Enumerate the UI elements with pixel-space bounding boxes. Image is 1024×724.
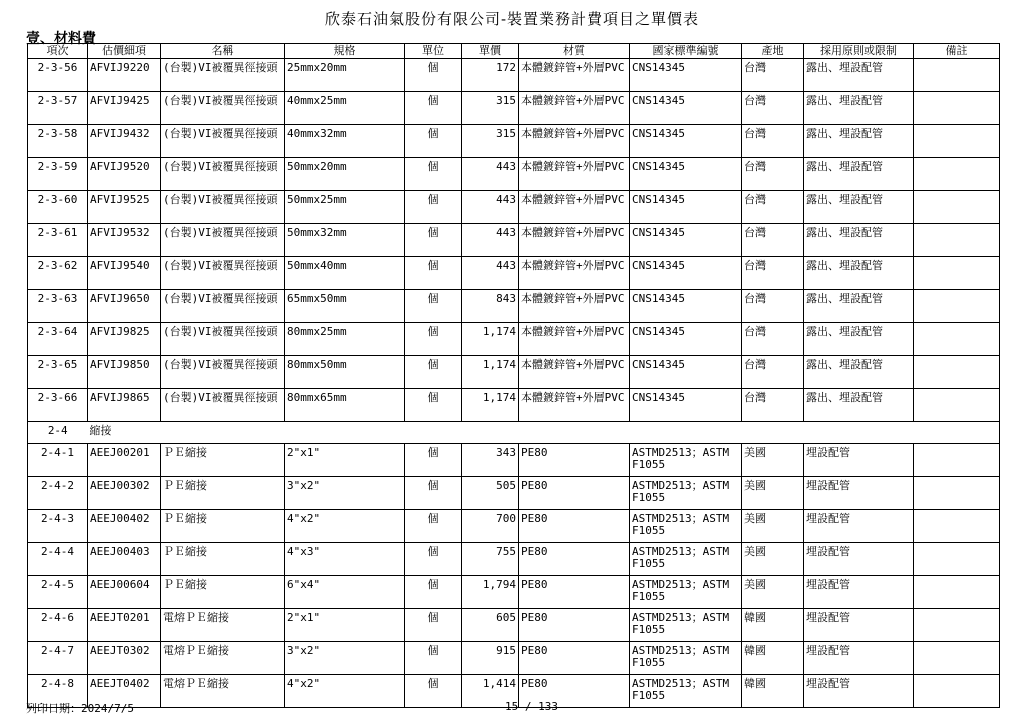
col-header: 名稱 xyxy=(161,44,285,59)
cell-material: 本體鍍鋅管+外層PVC xyxy=(519,191,630,224)
cell-unit: 個 xyxy=(405,191,462,224)
cell-item: AEEJ00201 xyxy=(88,444,161,477)
cell-material: 本體鍍鋅管+外層PVC xyxy=(519,290,630,323)
table-row xyxy=(28,510,1000,543)
table-row xyxy=(28,92,1000,125)
cell-note xyxy=(914,191,1000,224)
price-table xyxy=(27,43,1000,708)
cell-item: AFVIJ9525 xyxy=(88,191,161,224)
cell-spec: 65mmx50mm xyxy=(285,290,405,323)
cell-spec: 80mmx25mm xyxy=(285,323,405,356)
cell-spec: 50mmx20mm xyxy=(285,158,405,191)
cell-item: AFVIJ9432 xyxy=(88,125,161,158)
cell-name: 電熔ＰＥ縮接 xyxy=(161,675,285,708)
cell-origin: 台灣 xyxy=(742,389,804,422)
cell-origin: 韓國 xyxy=(742,675,804,708)
cell-material: PE80 xyxy=(519,675,630,708)
cell-no: 2-3-64 xyxy=(28,323,88,356)
cell-standard: ASTMD2513；ASTM F1055 xyxy=(630,510,742,543)
cell-note xyxy=(914,510,1000,543)
group-heading-row xyxy=(28,422,1000,444)
cell-price: 755 xyxy=(462,543,519,576)
table-row xyxy=(28,224,1000,257)
cell-name: (台製)VI被覆異徑接頭 xyxy=(161,290,285,323)
cell-spec: 3"x2" xyxy=(285,477,405,510)
table-row xyxy=(28,290,1000,323)
cell-standard: ASTMD2513；ASTM F1055 xyxy=(630,477,742,510)
cell-no: 2-3-60 xyxy=(28,191,88,224)
cell-rule: 埋設配管 xyxy=(804,675,914,708)
cell-spec: 80mmx50mm xyxy=(285,356,405,389)
cell-no: 2-3-59 xyxy=(28,158,88,191)
cell-origin: 韓國 xyxy=(742,609,804,642)
cell-origin: 台灣 xyxy=(742,92,804,125)
cell-no: 2-3-57 xyxy=(28,92,88,125)
cell-origin: 美國 xyxy=(742,444,804,477)
cell-unit: 個 xyxy=(405,576,462,609)
table-row xyxy=(28,642,1000,675)
table-row xyxy=(28,576,1000,609)
cell-rule: 埋設配管 xyxy=(804,444,914,477)
cell-no: 2-4-3 xyxy=(28,510,88,543)
cell-note xyxy=(914,323,1000,356)
cell-rule: 埋設配管 xyxy=(804,510,914,543)
cell-name: ＰＥ縮接 xyxy=(161,576,285,609)
cell-material: PE80 xyxy=(519,543,630,576)
cell-unit: 個 xyxy=(405,356,462,389)
cell-spec: 25mmx20mm xyxy=(285,59,405,92)
cell-standard: CNS14345 xyxy=(630,323,742,356)
cell-material: PE80 xyxy=(519,576,630,609)
col-header: 國家標準編號 xyxy=(630,44,742,59)
cell-rule: 露出、埋設配管 xyxy=(804,290,914,323)
table-header-row xyxy=(28,44,1000,59)
cell-no: 2-3-56 xyxy=(28,59,88,92)
cell-origin: 台灣 xyxy=(742,191,804,224)
cell-unit: 個 xyxy=(405,257,462,290)
cell-standard: CNS14345 xyxy=(630,257,742,290)
col-header: 項次 xyxy=(28,44,88,59)
cell-standard: ASTMD2513；ASTM F1055 xyxy=(630,543,742,576)
cell-rule: 露出、埋設配管 xyxy=(804,356,914,389)
print-date: 列印日期：2024/7/5 xyxy=(26,702,134,715)
cell-standard: CNS14345 xyxy=(630,389,742,422)
cell-standard: ASTMD2513；ASTM F1055 xyxy=(630,576,742,609)
cell-item: AFVIJ9825 xyxy=(88,323,161,356)
cell-spec: 50mmx25mm xyxy=(285,191,405,224)
cell-rule: 露出、埋設配管 xyxy=(804,224,914,257)
cell-price: 505 xyxy=(462,477,519,510)
cell-item: AEEJ00604 xyxy=(88,576,161,609)
cell-rule: 露出、埋設配管 xyxy=(804,191,914,224)
cell-price: 172 xyxy=(462,59,519,92)
cell-unit: 個 xyxy=(405,59,462,92)
table-row xyxy=(28,323,1000,356)
cell-spec: 40mmx32mm xyxy=(285,125,405,158)
cell-price: 843 xyxy=(462,290,519,323)
table-row xyxy=(28,59,1000,92)
cell-no: 2-4-2 xyxy=(28,477,88,510)
cell-item: AFVIJ9540 xyxy=(88,257,161,290)
cell-no: 2-4-6 xyxy=(28,609,88,642)
cell-unit: 個 xyxy=(405,675,462,708)
cell-item: AEEJT0402 xyxy=(88,675,161,708)
cell-origin: 台灣 xyxy=(742,323,804,356)
cell-standard: CNS14345 xyxy=(630,191,742,224)
col-header: 單位 xyxy=(405,44,462,59)
cell-item: AFVIJ9865 xyxy=(88,389,161,422)
cell-name: ＰＥ縮接 xyxy=(161,510,285,543)
cell-note xyxy=(914,257,1000,290)
cell-spec: 6"x4" xyxy=(285,576,405,609)
cell-spec: 50mmx32mm xyxy=(285,224,405,257)
cell-standard: CNS14345 xyxy=(630,224,742,257)
cell-origin: 台灣 xyxy=(742,257,804,290)
cell-unit: 個 xyxy=(405,642,462,675)
cell-price: 915 xyxy=(462,642,519,675)
cell-no: 2-4-1 xyxy=(28,444,88,477)
cell-no: 2-4-4 xyxy=(28,543,88,576)
cell-rule: 露出、埋設配管 xyxy=(804,389,914,422)
cell-material: PE80 xyxy=(519,510,630,543)
cell-standard: ASTMD2513；ASTM F1055 xyxy=(630,609,742,642)
cell-spec: 2"x1" xyxy=(285,609,405,642)
cell-item: AFVIJ9650 xyxy=(88,290,161,323)
cell-item: AFVIJ9520 xyxy=(88,158,161,191)
cell-unit: 個 xyxy=(405,290,462,323)
cell-name: (台製)VI被覆異徑接頭 xyxy=(161,59,285,92)
cell-item: AFVIJ9425 xyxy=(88,92,161,125)
cell-note xyxy=(914,290,1000,323)
cell-name: (台製)VI被覆異徑接頭 xyxy=(161,92,285,125)
cell-name: (台製)VI被覆異徑接頭 xyxy=(161,257,285,290)
table-row xyxy=(28,477,1000,510)
cell-note xyxy=(914,92,1000,125)
cell-note xyxy=(914,444,1000,477)
cell-name: ＰＥ縮接 xyxy=(161,477,285,510)
cell-unit: 個 xyxy=(405,609,462,642)
cell-name: (台製)VI被覆異徑接頭 xyxy=(161,323,285,356)
cell-item: AEEJT0302 xyxy=(88,642,161,675)
cell-price: 443 xyxy=(462,158,519,191)
cell-item: AEEJ00402 xyxy=(88,510,161,543)
cell-rule: 露出、埋設配管 xyxy=(804,92,914,125)
cell-unit: 個 xyxy=(405,125,462,158)
cell-price: 315 xyxy=(462,92,519,125)
cell-unit: 個 xyxy=(405,510,462,543)
cell-spec: 40mmx25mm xyxy=(285,92,405,125)
cell-origin: 台灣 xyxy=(742,224,804,257)
cell-unit: 個 xyxy=(405,444,462,477)
cell-rule: 埋設配管 xyxy=(804,576,914,609)
table-row xyxy=(28,257,1000,290)
col-header: 材質 xyxy=(519,44,630,59)
group-code: 2-4 xyxy=(47,424,68,437)
cell-origin: 台灣 xyxy=(742,290,804,323)
cell-origin: 台灣 xyxy=(742,158,804,191)
cell-no: 2-4-5 xyxy=(28,576,88,609)
cell-standard: CNS14345 xyxy=(630,92,742,125)
cell-material: 本體鍍鋅管+外層PVC xyxy=(519,92,630,125)
table-row xyxy=(28,158,1000,191)
col-header: 產地 xyxy=(742,44,804,59)
cell-standard: ASTMD2513；ASTM F1055 xyxy=(630,642,742,675)
cell-no: 2-3-63 xyxy=(28,290,88,323)
cell-spec: 4"x2" xyxy=(285,510,405,543)
table-row xyxy=(28,125,1000,158)
cell-origin: 美國 xyxy=(742,477,804,510)
cell-price: 443 xyxy=(462,224,519,257)
cell-no: 2-3-61 xyxy=(28,224,88,257)
col-header: 估價細項 xyxy=(88,44,161,59)
cell-material: PE80 xyxy=(519,609,630,642)
table-row xyxy=(28,609,1000,642)
cell-unit: 個 xyxy=(405,543,462,576)
page-title: 欣泰石油氣股份有限公司-裝置業務計費項目之單價表 xyxy=(324,10,700,28)
cell-price: 1,174 xyxy=(462,323,519,356)
cell-item: AFVIJ9850 xyxy=(88,356,161,389)
table-row xyxy=(28,543,1000,576)
cell-unit: 個 xyxy=(405,158,462,191)
cell-material: 本體鍍鋅管+外層PVC xyxy=(519,323,630,356)
cell-spec: 3"x2" xyxy=(285,642,405,675)
cell-spec: 2"x1" xyxy=(285,444,405,477)
cell-rule: 露出、埋設配管 xyxy=(804,59,914,92)
cell-spec: 80mmx65mm xyxy=(285,389,405,422)
cell-item: AFVIJ9532 xyxy=(88,224,161,257)
cell-price: 443 xyxy=(462,257,519,290)
cell-unit: 個 xyxy=(405,323,462,356)
cell-note xyxy=(914,389,1000,422)
table-row xyxy=(28,356,1000,389)
cell-material: 本體鍍鋅管+外層PVC xyxy=(519,389,630,422)
cell-unit: 個 xyxy=(405,389,462,422)
cell-standard: CNS14345 xyxy=(630,356,742,389)
cell-rule: 露出、埋設配管 xyxy=(804,125,914,158)
cell-no: 2-3-66 xyxy=(28,389,88,422)
cell-origin: 台灣 xyxy=(742,356,804,389)
cell-rule: 埋設配管 xyxy=(804,543,914,576)
cell-origin: 台灣 xyxy=(742,59,804,92)
cell-name: (台製)VI被覆異徑接頭 xyxy=(161,158,285,191)
col-header: 規格 xyxy=(285,44,405,59)
cell-note xyxy=(914,675,1000,708)
cell-no: 2-3-65 xyxy=(28,356,88,389)
cell-material: 本體鍍鋅管+外層PVC xyxy=(519,59,630,92)
cell-no: 2-3-58 xyxy=(28,125,88,158)
cell-spec: 4"x2" xyxy=(285,675,405,708)
table-row xyxy=(28,444,1000,477)
cell-rule: 露出、埋設配管 xyxy=(804,323,914,356)
cell-unit: 個 xyxy=(405,477,462,510)
col-header: 採用原則或限制 xyxy=(804,44,914,59)
cell-unit: 個 xyxy=(405,92,462,125)
cell-price: 700 xyxy=(462,510,519,543)
cell-material: 本體鍍鋅管+外層PVC xyxy=(519,158,630,191)
cell-note xyxy=(914,59,1000,92)
cell-price: 1,794 xyxy=(462,576,519,609)
cell-standard: CNS14345 xyxy=(630,125,742,158)
cell-name: (台製)VI被覆異徑接頭 xyxy=(161,389,285,422)
cell-rule: 埋設配管 xyxy=(804,477,914,510)
cell-price: 315 xyxy=(462,125,519,158)
cell-price: 1,414 xyxy=(462,675,519,708)
cell-no: 2-4-8 xyxy=(28,675,88,708)
cell-note xyxy=(914,477,1000,510)
cell-name: ＰＥ縮接 xyxy=(161,444,285,477)
cell-material: PE80 xyxy=(519,642,630,675)
cell-standard: CNS14345 xyxy=(630,290,742,323)
cell-note xyxy=(914,576,1000,609)
cell-standard: CNS14345 xyxy=(630,158,742,191)
cell-rule: 埋設配管 xyxy=(804,609,914,642)
cell-note xyxy=(914,543,1000,576)
col-header: 備註 xyxy=(914,44,1000,59)
cell-origin: 美國 xyxy=(742,576,804,609)
cell-standard: ASTMD2513；ASTM F1055 xyxy=(630,675,742,708)
cell-item: AEEJT0201 xyxy=(88,609,161,642)
cell-note xyxy=(914,356,1000,389)
cell-unit: 個 xyxy=(405,224,462,257)
cell-item: AFVIJ9220 xyxy=(88,59,161,92)
table-body xyxy=(28,59,1000,708)
cell-price: 605 xyxy=(462,609,519,642)
cell-name: 電熔ＰＥ縮接 xyxy=(161,642,285,675)
cell-name: 電熔ＰＥ縮接 xyxy=(161,609,285,642)
cell-price: 343 xyxy=(462,444,519,477)
cell-origin: 美國 xyxy=(742,543,804,576)
group-name: 縮接 xyxy=(89,424,112,437)
cell-price: 1,174 xyxy=(462,356,519,389)
cell-spec: 4"x3" xyxy=(285,543,405,576)
cell-spec: 50mmx40mm xyxy=(285,257,405,290)
table-row xyxy=(28,389,1000,422)
cell-material: PE80 xyxy=(519,444,630,477)
cell-note xyxy=(914,158,1000,191)
page-number: 15 / 133 xyxy=(505,700,558,713)
cell-name: (台製)VI被覆異徑接頭 xyxy=(161,125,285,158)
cell-item: AEEJ00302 xyxy=(88,477,161,510)
cell-origin: 美國 xyxy=(742,510,804,543)
cell-name: (台製)VI被覆異徑接頭 xyxy=(161,356,285,389)
cell-standard: CNS14345 xyxy=(630,59,742,92)
cell-no: 2-3-62 xyxy=(28,257,88,290)
table-row xyxy=(28,191,1000,224)
cell-note xyxy=(914,125,1000,158)
cell-material: 本體鍍鋅管+外層PVC xyxy=(519,125,630,158)
cell-material: PE80 xyxy=(519,477,630,510)
cell-name: (台製)VI被覆異徑接頭 xyxy=(161,191,285,224)
cell-origin: 台灣 xyxy=(742,125,804,158)
cell-item: AEEJ00403 xyxy=(88,543,161,576)
cell-no: 2-4-7 xyxy=(28,642,88,675)
cell-note xyxy=(914,642,1000,675)
cell-price: 443 xyxy=(462,191,519,224)
col-header: 單價 xyxy=(462,44,519,59)
cell-price: 1,174 xyxy=(462,389,519,422)
cell-material: 本體鍍鋅管+外層PVC xyxy=(519,224,630,257)
cell-material: 本體鍍鋅管+外層PVC xyxy=(519,257,630,290)
section-heading: 壹、材料費 xyxy=(26,31,96,47)
cell-material: 本體鍍鋅管+外層PVC xyxy=(519,356,630,389)
cell-rule: 露出、埋設配管 xyxy=(804,257,914,290)
cell-name: ＰＥ縮接 xyxy=(161,543,285,576)
cell-note xyxy=(914,224,1000,257)
cell-rule: 埋設配管 xyxy=(804,642,914,675)
cell-origin: 韓國 xyxy=(742,642,804,675)
cell-rule: 露出、埋設配管 xyxy=(804,158,914,191)
cell-name: (台製)VI被覆異徑接頭 xyxy=(161,224,285,257)
cell-note xyxy=(914,609,1000,642)
cell-standard: ASTMD2513；ASTM F1055 xyxy=(630,444,742,477)
